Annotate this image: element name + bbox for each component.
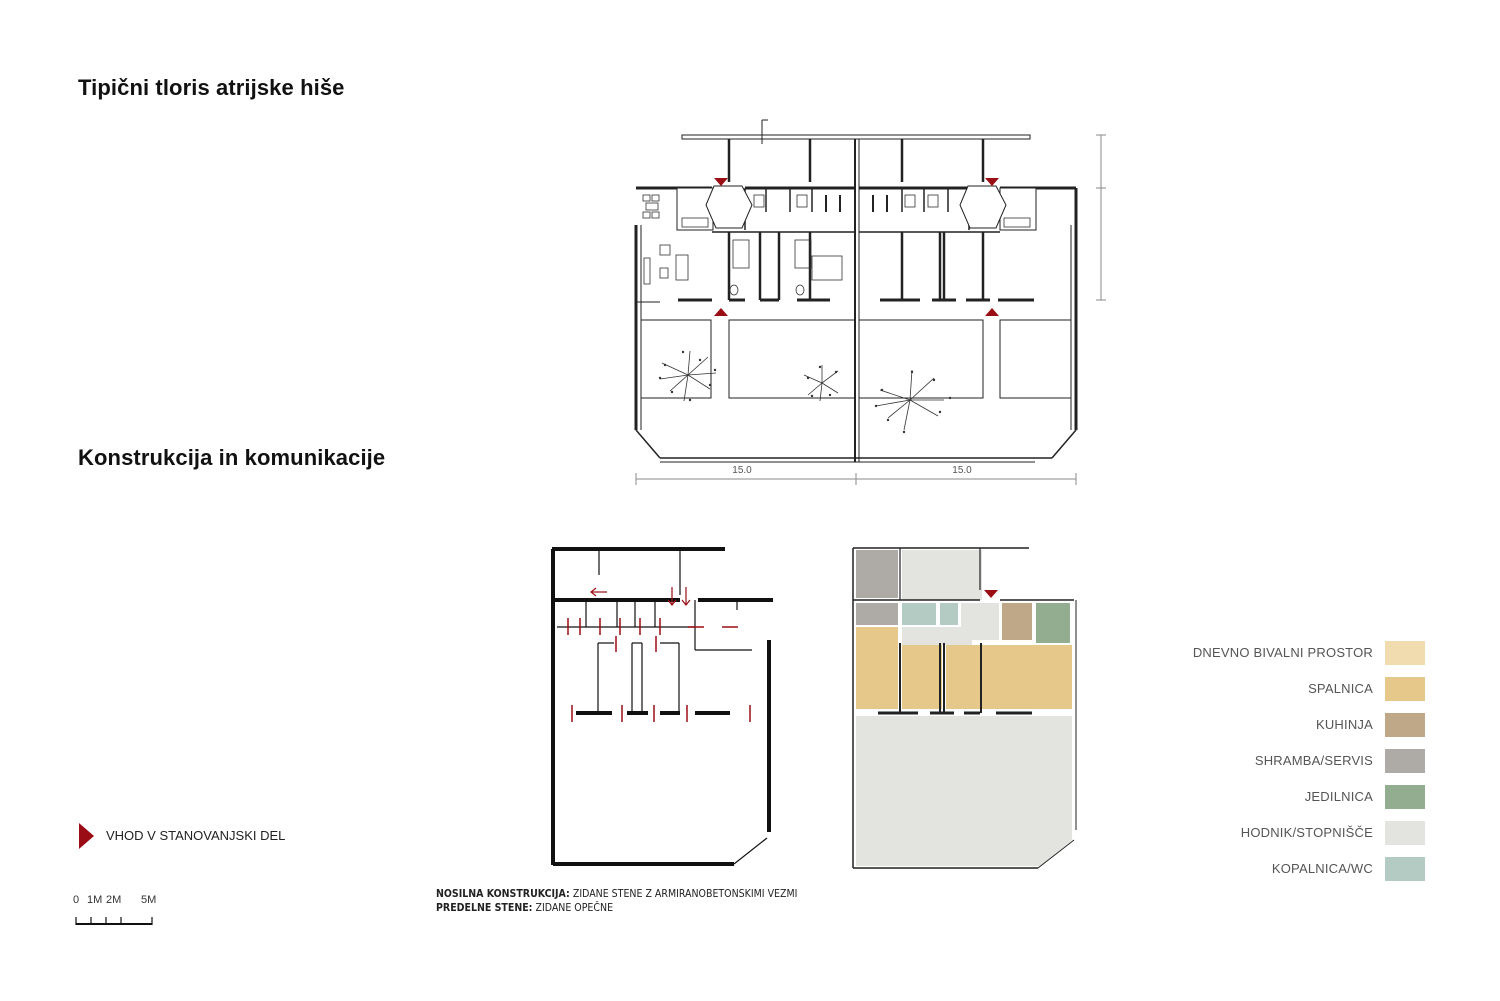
legend-label: KUHINJA bbox=[1315, 717, 1373, 732]
zoning-diagram bbox=[845, 540, 1085, 880]
scale-label-0: 0 bbox=[73, 894, 80, 906]
legend-label: KOPALNICA/WC bbox=[1271, 861, 1373, 876]
legend-swatch bbox=[1385, 821, 1425, 845]
typical-floor-plan bbox=[600, 110, 1120, 495]
legend-item bbox=[1130, 677, 1425, 701]
legend-swatch bbox=[1385, 785, 1425, 809]
legend-item bbox=[1130, 785, 1425, 809]
scale-label-2m: 2M bbox=[106, 894, 122, 906]
legend-item bbox=[1130, 749, 1425, 773]
entrance-marker bbox=[984, 590, 998, 598]
zone-fills bbox=[856, 550, 1072, 866]
legend-item bbox=[1130, 821, 1425, 845]
legend-label: SHRAMBA/SERVIS bbox=[1254, 753, 1373, 768]
legend-item bbox=[1130, 713, 1425, 737]
plan-title: Tipični tloris atrijske hiše bbox=[78, 75, 345, 100]
legend-item bbox=[1130, 641, 1425, 665]
dimension-left: 15.0 bbox=[732, 465, 752, 476]
legend-swatch bbox=[1385, 857, 1425, 881]
construction-title: Konstrukcija in komunikacije bbox=[78, 445, 386, 470]
legend-label: HODNIK/STOPNIŠČE bbox=[1240, 825, 1373, 840]
legend-label: JEDILNICA bbox=[1304, 789, 1373, 804]
partition-note-label: PREDELNE STENE: bbox=[436, 902, 533, 914]
legend-swatch bbox=[1385, 677, 1425, 701]
scale-label-1m: 1M bbox=[87, 894, 103, 906]
legend-label: DNEVNO BIVALNI PROSTOR bbox=[1192, 645, 1373, 660]
tree-icon bbox=[660, 351, 944, 430]
entrance-arrow-icon bbox=[79, 823, 95, 849]
legend-swatch bbox=[1385, 749, 1425, 773]
structure-diagram bbox=[540, 540, 790, 870]
structure-marks bbox=[568, 618, 750, 722]
legend-label: SPALNICA bbox=[1308, 681, 1373, 696]
legend-swatch bbox=[1385, 641, 1425, 665]
legend-item bbox=[1130, 857, 1425, 881]
entrance-marker bbox=[714, 178, 999, 316]
structure-note-label: NOSILNA KONSTRUKCIJA: bbox=[436, 888, 570, 900]
entrance-legend-label: VHOD V STANOVANJSKI DEL bbox=[106, 828, 286, 843]
scale-bar-ruler bbox=[74, 912, 156, 928]
structure-note-value: ZIDANE STENE Z ARMIRANOBETONSKIMI VEZMI bbox=[569, 888, 798, 900]
legend-swatch bbox=[1385, 713, 1425, 737]
circulation-arrows bbox=[591, 587, 690, 605]
tree-foliage bbox=[659, 351, 951, 433]
dimension-right: 15.0 bbox=[952, 465, 972, 476]
scale-label-5m: 5M bbox=[141, 894, 157, 906]
partition-note-value: ZIDANE OPEČNE bbox=[532, 902, 614, 914]
structure-note bbox=[436, 888, 797, 914]
